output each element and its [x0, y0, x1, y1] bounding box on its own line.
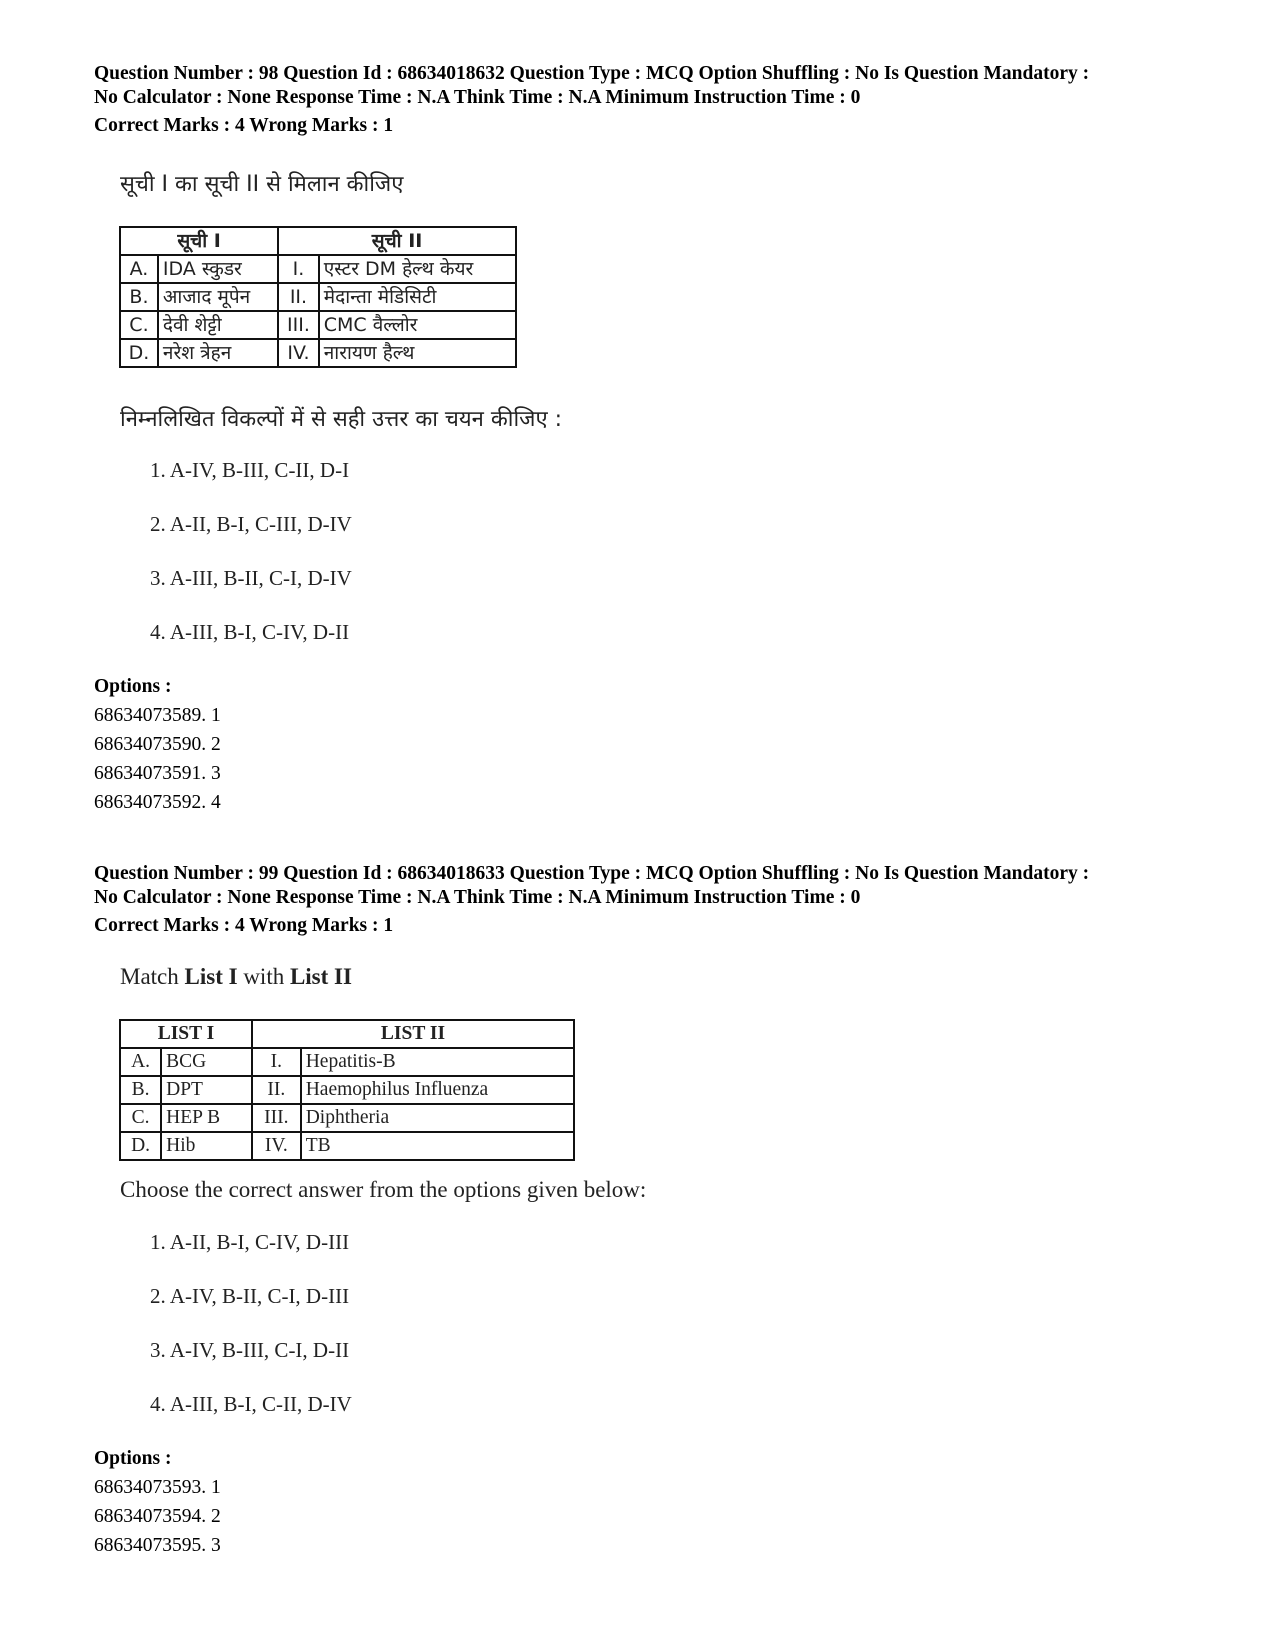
row-key: IV.: [278, 339, 319, 367]
choice-item: 4. A-III, B-I, C-II, D-IV: [150, 1392, 352, 1416]
row-value: Hepatitis-B: [301, 1048, 574, 1076]
table-row: [120, 1076, 574, 1104]
options-list: [94, 1444, 221, 1560]
row-key: III.: [252, 1104, 301, 1132]
row-value: Diphtheria: [301, 1104, 574, 1132]
row-key: B.: [120, 283, 158, 311]
option-item: 68634073592. 4: [94, 792, 221, 813]
question-marks: Correct Marks : 4 Wrong Marks : 1: [94, 915, 394, 936]
question-stem: सूची I का सूची II से मिलान कीजिए: [120, 172, 404, 197]
stem-text-bold: List II: [289, 964, 352, 989]
choice-item: 3. A-IV, B-III, C-I, D-II: [150, 1338, 350, 1362]
question-instruction: Choose the correct answer from the options given below:: [120, 1177, 647, 1202]
row-key: III.: [278, 311, 319, 339]
row-value: एस्टर DM हेल्थ केयर: [319, 255, 516, 283]
table-row: [120, 311, 516, 339]
options-label: Options :: [94, 676, 172, 697]
row-key: I.: [252, 1048, 301, 1076]
question-98-header: [94, 62, 1234, 138]
row-key: D.: [120, 339, 158, 367]
table-row: [120, 255, 516, 283]
question-stem: [120, 964, 352, 990]
list1-header: सूची I: [120, 227, 278, 255]
choice-item: 4. A-III, B-I, C-IV, D-II: [150, 620, 350, 644]
row-key: C.: [120, 311, 158, 339]
row-value: DPT: [161, 1076, 252, 1104]
row-key: IV.: [252, 1132, 301, 1160]
question-instruction: निम्नलिखित विकल्पों में से सही उत्तर का चयन कीजिए :: [120, 407, 563, 432]
row-key: A.: [120, 255, 158, 283]
row-key: B.: [120, 1076, 161, 1104]
option-item: 68634073591. 3: [94, 763, 221, 784]
option-item: 68634073590. 2: [94, 734, 221, 755]
table-row: [120, 283, 516, 311]
stem-text: Match: [120, 964, 185, 989]
answer-choices: [150, 458, 352, 674]
list1-header: LIST I: [120, 1020, 252, 1048]
choice-item: 2. A-IV, B-II, C-I, D-III: [150, 1284, 350, 1308]
question-99-header: [94, 862, 1234, 938]
row-value: IDA स्कुडर: [158, 255, 278, 283]
stem-text: with: [237, 964, 290, 989]
row-value: TB: [301, 1132, 574, 1160]
choice-item: 1. A-II, B-I, C-IV, D-III: [150, 1230, 350, 1254]
question-meta-line1: Question Number : 98 Question Id : 68634018632 Question Type : MCQ Option Shuffling : No Is Question Mandatory :: [94, 63, 1090, 84]
table-row: [120, 1132, 574, 1160]
row-key: D.: [120, 1132, 161, 1160]
row-key: C.: [120, 1104, 161, 1132]
row-value: आजाद मूपेन: [158, 283, 278, 311]
row-value: मेदान्ता मेडिसिटी: [319, 283, 516, 311]
option-item: 68634073589. 1: [94, 705, 221, 726]
row-key: I.: [278, 255, 319, 283]
row-value: CMC वैल्लोर: [319, 311, 516, 339]
row-value: Hib: [161, 1132, 252, 1160]
option-item: 68634073595. 3: [94, 1535, 221, 1556]
choice-item: 1. A-IV, B-III, C-II, D-I: [150, 458, 350, 482]
question-meta-line1: Question Number : 99 Question Id : 68634018633 Question Type : MCQ Option Shuffling : No Is Question Mandatory :: [94, 863, 1090, 884]
row-value: नारायण हैल्थ: [319, 339, 516, 367]
question-meta-line2: No Calculator : None Response Time : N.A Think Time : N.A Minimum Instruction Time : 0: [94, 87, 861, 108]
question-meta-line2: No Calculator : None Response Time : N.A Think Time : N.A Minimum Instruction Time : 0: [94, 887, 861, 908]
match-table: [119, 226, 517, 368]
row-value: BCG: [161, 1048, 252, 1076]
row-value: Haemophilus Influenza: [301, 1076, 574, 1104]
row-value: HEP B: [161, 1104, 252, 1132]
choice-item: 3. A-III, B-II, C-I, D-IV: [150, 566, 352, 590]
option-item: 68634073594. 2: [94, 1506, 221, 1527]
options-list: [94, 672, 221, 817]
table-row: [120, 339, 516, 367]
match-table: [119, 1019, 575, 1161]
option-item: 68634073593. 1: [94, 1477, 221, 1498]
table-row: [120, 1104, 574, 1132]
options-label: Options :: [94, 1448, 172, 1469]
answer-choices: [150, 1230, 352, 1446]
row-value: नरेश त्रेहन: [158, 339, 278, 367]
row-key: II.: [278, 283, 319, 311]
list2-header: LIST II: [252, 1020, 574, 1048]
list2-header: सूची II: [278, 227, 516, 255]
row-key: II.: [252, 1076, 301, 1104]
choice-item: 2. A-II, B-I, C-III, D-IV: [150, 512, 352, 536]
stem-text-bold: List I: [184, 964, 238, 989]
question-marks: Correct Marks : 4 Wrong Marks : 1: [94, 115, 394, 136]
row-key: A.: [120, 1048, 161, 1076]
table-row: [120, 1048, 574, 1076]
row-value: देवी शेट्टी: [158, 311, 278, 339]
